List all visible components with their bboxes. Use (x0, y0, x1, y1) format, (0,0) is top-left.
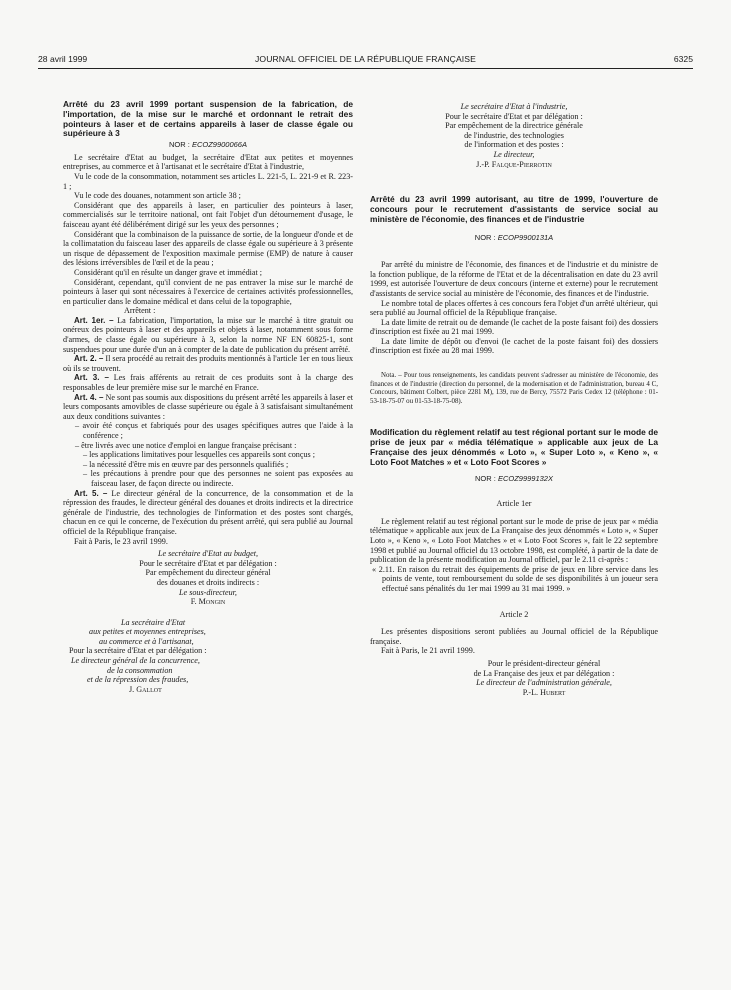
page-header (38, 54, 693, 68)
article-2-heading: Article 2 (499, 609, 529, 619)
signature-line: Pour la secrétaire d'Etat et par délégation : (69, 646, 207, 656)
left-column (63, 100, 353, 694)
concours-paragraph: La date limite de retrait ou de demande (le cachet de la poste faisant foi) des dossiers d'inscription est fixée au 21 mai 1999. (370, 317, 658, 337)
article-4-text: Ne sont pas soumis aux dispositions du présent arrêté les appareils à laser et leurs composants amovibles de classe supérieure ou égale à 3 satisfaisant simultanément aux deux conditions suivantes : (63, 392, 354, 421)
signature-line: Le directeur général de la concurrence, (71, 656, 200, 666)
signature-line: Pour le secrétaire d'Etat et par délégation : (139, 558, 277, 568)
decree-title-loto: Modification du règlement relatif au test régional portant sur le mode de prise de jeux par « média télématique » applicable aux jeux de La Française des jeux dénommés « Loto », « Super Loto », « Keno », « Loto Foot Matches » et « Loto Foot Scores » (370, 427, 658, 467)
signatory-name: F. Mongin (190, 597, 226, 607)
concours-paragraph: La date limite de dépôt ou d'envoi (le cachet de la poste faisant foi) des dossiers d'inscription est fixée au 28 mai 1999. (370, 336, 658, 356)
article-1-label: Art. 1er. – (74, 315, 114, 325)
nor-reference (370, 233, 658, 243)
decree-title-laser: Arrêté du 23 avril 1999 portant suspension de la fabrication, de l'importation, de la mise sur le marché et ordonnant le retrait des pointeurs à laser et de certains appareils à laser de classe égale ou supérieure à 3 (63, 99, 353, 139)
signature-line: Le directeur de l'administration générale, (476, 678, 612, 688)
concours-paragraph: Le nombre total de places offertes à ces concours fera l'objet d'un arrêté ultérieur, qui sera publié au Journal officiel de la République française. (370, 298, 658, 318)
preamble-paragraph: Le secrétaire d'Etat au budget, la secrétaire d'Etat aux petites et moyennes entreprises, au commerce et à l'artisanat et le secrétaire d'Etat à l'industrie, (63, 152, 353, 172)
arretent-line: Arrêtent : (124, 306, 156, 316)
article-4-subcondition: – les applications limitatives pour lesquelles ces appareils sont conçus ; (83, 450, 315, 460)
signatory-name: J. Gallot (129, 684, 162, 694)
article-1 (63, 316, 353, 354)
signatory-name: J.-P. Falque-Pierrotin (476, 159, 552, 169)
article-2-label: Art. 2. – (74, 354, 104, 364)
header-journal-title: JOURNAL OFFICIEL DE LA RÉPUBLIQUE FRANÇAISE (255, 54, 476, 64)
nor-code: ECOP9900131A (497, 232, 554, 242)
preamble-paragraph: Considérant, cependant, qu'il convient de ne pas entraver la mise sur le marché de pointeurs à laser qui sont nécessaires à l'exercice de certaines activités professionnelles, en particulier dans le domaine médical et dans celui de la topographie, (63, 277, 353, 306)
article-4-subcondition: – les précautions à prendre pour que des personnes ne soient pas exposées au faisceau laser, de façon directe ou indirecte. (83, 469, 353, 488)
signature-line: de la consommation (107, 665, 173, 675)
article-3-text: Les frais afférents au retrait de ces produits sont à la charge des responsables de leur première mise sur le marché en France. (63, 373, 353, 393)
article-1-text: La fabrication, l'importation, la mise sur le marché à titre gratuit ou onéreux des pointeurs à laser et des appareils et objets à laser, notamment sous forme d'armes, de classe égale ou supérieure à 3, selon la norme NF EN 60825-1, sont suspendues pour une durée d'un an à compter de la date de publication du présent arrêté. (63, 315, 354, 354)
article-1-heading: Article 1er (496, 499, 532, 509)
nor-label: NOR : (475, 473, 496, 483)
signature-line: Le sous-directeur, (179, 587, 237, 597)
right-column (370, 102, 658, 697)
nota-note: Nota. – Pour tous renseignements, les candidats peuvent s'adresser au ministère de l'économie, des finances et de l'industrie (direction du personnel, de la modernisation et de l'administration, bureau 4 C, Concours, bâtiment Colbert, pièce 2281 M), 139, rue de Bercy, 75572 Paris Cedex 12 (téléphone : 01-53-18-75-07 ou 01-53-18-75-08). (370, 372, 658, 405)
article-4-subcondition: – la nécessité d'être mis en œuvre par des personnels qualifiés ; (83, 459, 289, 469)
signature-line: Pour le secrétaire d'Etat et par délégation : (445, 111, 583, 121)
header-rule (38, 68, 693, 69)
nor-code: ECOZ9999132X (497, 473, 553, 483)
decree-title-concours: Arrêté du 23 avril 1999 autorisant, au titre de 1999, l'ouverture de concours pour le recrutement d'assistants de service social au ministère de l'économie, des finances et de l'industrie (370, 194, 658, 224)
article-5-text: Le directeur général de la concurrence, de la consommation et de la répression des fraudes, le directeur général des douanes et droits indirects et la directrice générale de l'industrie, des technologies de l'information et des postes sont chargés, chacun en ce qui le concerne, de l'exécution du présent arrêté, qui sera publié au Journal officiel de la République française. (63, 488, 354, 536)
nor-label: NOR : (169, 140, 190, 150)
signature-line: Pour le président-directeur général (487, 658, 601, 668)
done-at-paris: Fait à Paris, le 23 avril 1999. (74, 536, 168, 546)
signature-line: Par empêchement du directeur général (145, 568, 271, 578)
article-4-label: Art. 4. – (74, 392, 104, 402)
article-4 (63, 393, 353, 422)
signature-line: au commerce et à l'artisanat, (99, 636, 194, 646)
preamble-paragraph: Vu le code de la consommation, notamment ses articles L. 221-5, L. 221-9 et R. 223-1 ; (63, 171, 353, 191)
preamble-paragraph: Considérant que la combinaison de la puissance de sortie, de la longueur d'onde et de la collimatation du faisceau laser des appareils de classe égale ou supérieure à 3 présente un risque de dépassement de l'exposition maximale permise (EMP) de nature à causer des lésions irréversibles de l'œil et de la peau ; (63, 229, 353, 268)
nor-reference (370, 474, 658, 484)
article-3 (63, 373, 353, 392)
nor-reference (63, 140, 353, 150)
done-at-paris: Fait à Paris, le 21 avril 1999. (381, 646, 475, 656)
signature-line: Par empêchement de la directrice générale (445, 121, 583, 131)
nor-code: ECOZ9900066A (191, 140, 247, 150)
loto-article-1-text: Le règlement relatif au test régional portant sur le mode de prise de jeux par « média télématique » applicable aux jeux de La Française des jeux dénommés « Loto », « Super Loto », « Keno », « Loto Foot Matches » et « Loto Foot Scores », fait le 22 septembre 1998 et publié au Journal officiel du 13 octobre 1998, est complété, à partir de la date de publication de la présente modification au Journal officiel, par le 2.11 ci-après : (370, 516, 658, 565)
signature-line: de La Française des jeux et par délégation : (473, 668, 615, 678)
article-4-condition: – avoir été conçus et fabriqués pour des usages spécifiques autres que l'aide à la conférence ; (75, 421, 353, 440)
signature-line: aux petites et moyennes entreprises, (89, 627, 206, 637)
article-5-label: Art. 5. – (74, 488, 108, 498)
article-5 (63, 489, 353, 537)
signature-line: La secrétaire d'Etat (121, 617, 186, 627)
concours-paragraph: Par arrêté du ministre de l'économie, des finances et de l'industrie et du ministre de la fonction publique, de la réforme de l'Etat et de la décentralisation en date du 23 avril 1999, est autorisée l'ouverture de deux concours (interne et externe) pour le recrutement d'assistants de service social au ministère de l'économie, des finances et de l'industrie. (370, 260, 658, 298)
signature-line: de l'information et des postes : (464, 140, 564, 150)
article-2-text: Il sera procédé au retrait des produits mentionnés à l'article 1er en tous lieux où ils se trouvent. (63, 354, 354, 373)
preamble-paragraph: Considérant que des appareils à laser, en particulier des pointeurs à laser, commercialisés sur le territoire national, ont fait l'objet d'un détournement d'usage, le faisceau ayant été délibérément dirigé sur les yeux des personnes ; (63, 200, 353, 229)
signature-line: Le directeur, (493, 149, 535, 159)
preamble-paragraph: Vu le code des douanes, notamment son article 38 ; (74, 191, 241, 201)
article-2 (63, 354, 353, 373)
nor-label: NOR : (474, 232, 496, 242)
header-page-number: 6325 (673, 54, 693, 64)
signature-line: de l'industrie, des technologies (464, 130, 564, 140)
loto-quoted-provision: « 2.11. En raison du retrait des équipements de prise de jeux en libre service dans les points de vente, tout remboursement du solde de ses disponibilités à un joueur sera effectué sans pénalités du 1er mai 1999 au 31 mai 1999. » (372, 564, 658, 593)
preamble-paragraph: Considérant qu'il en résulte un danger grave et immédiat ; (74, 267, 263, 277)
article-4-condition: – être livrés avec une notice d'emploi en langue française précisant : (75, 440, 297, 450)
article-3-label: Art. 3. – (74, 373, 109, 383)
signature-line: et de la répression des fraudes, (87, 675, 189, 685)
loto-article-2-text: Les présentes dispositions seront publiées au Journal officiel de la République française. (370, 627, 658, 646)
signature-line: des douanes et droits indirects : (156, 577, 260, 587)
signatory-name: P.-L. Hubert (522, 687, 566, 697)
header-date: 28 avril 1999 (38, 54, 88, 64)
signature-line: Le secrétaire d'Etat à l'industrie, (460, 102, 568, 111)
signature-line: Le secrétaire d'Etat au budget, (157, 549, 259, 559)
